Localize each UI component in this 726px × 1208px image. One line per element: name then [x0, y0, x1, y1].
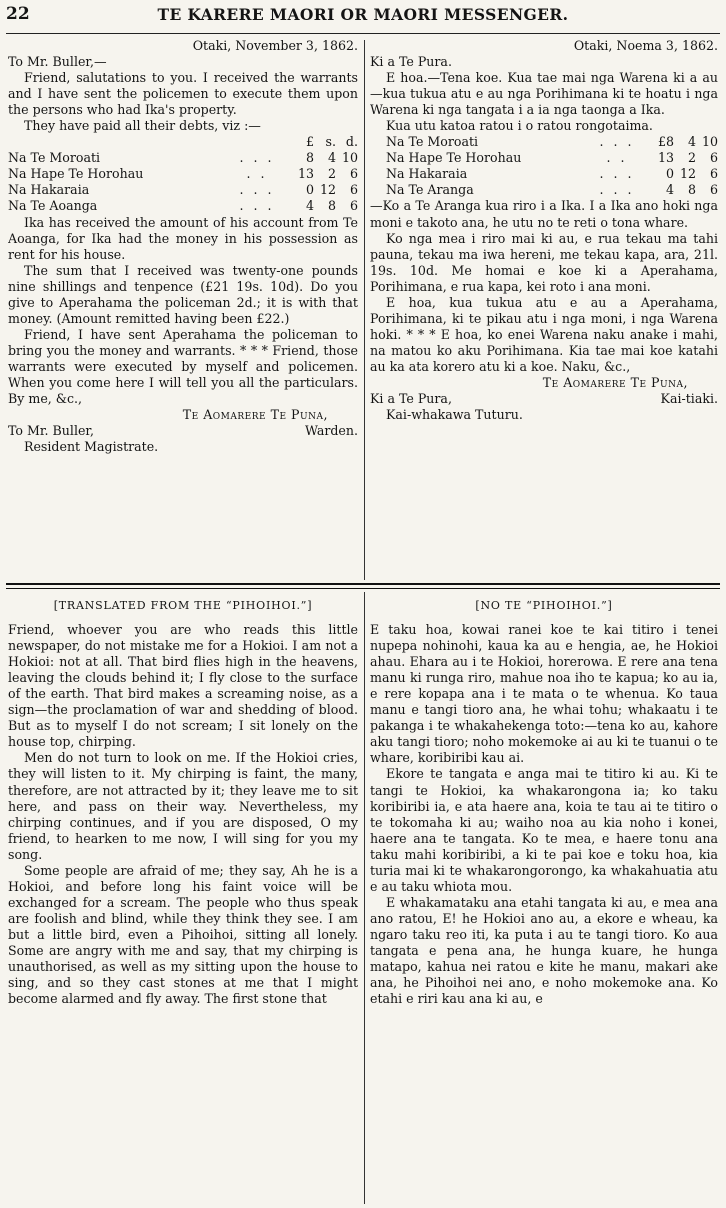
pounds: 0 [305, 182, 314, 198]
pence: 6 [709, 182, 718, 198]
paragraph: Ekore te tangata e anga mai te titiro ki au. Ki te tangi te Hokioi, ka whakarongona ia; ko taku koribiribi ia, e ata haere ana, koia te tau ai te titiro o te tokomaha ki au; waiho noa au kia noho i konei, haere ana te tangata. Ko te mea, e haere tonu ana taku mahi koribiribi, a ki te pai koe e toku hoa, kia turia mai ki te whakarongorongo, ka whakahuatia atu e au taku whiota mou. [370, 766, 718, 894]
paragraph: Men do not turn to look on me. If the Hokioi cries, they will listen to it. My chirping is faint, the many, therefore, are not attracted by it; they leave me to sit here, and pass on their way. Nevertheless, my chirping continues, and if you are disposed, O my friend, to hearken to me now, I will sing for you my song. [8, 750, 358, 862]
letter-english [8, 38, 358, 576]
pounds: 4 [665, 182, 674, 198]
shillings: 12 [679, 166, 696, 182]
paragraph: Friend, whoever you are who reads this little newspaper, do not mistake me for a Hokioi. I am not a Hokioi: not at all. That bird flies high in the heavens, leaving the clouds behind it; I fly close to the surface of the earth. That bird makes a screaming noise, as a sign—the proclamation of war and shedding of blood. But as to myself I do not scream; I sit lonely on the house top, chirping. [8, 622, 358, 750]
payer-name: Na Te Aranga [386, 182, 474, 198]
table-row: Na Te Moroati . . . £8 4 10 [370, 134, 718, 150]
table-row: Na Te Aranga . . . 4 8 6 [370, 182, 718, 198]
payments-table [370, 134, 718, 198]
table-row: Na Te Moroati . . . 8 4 10 [8, 150, 358, 166]
payer-name: Na Hape Te Horohau [8, 166, 144, 182]
addressee-title: Resident Magistrate. [24, 439, 159, 455]
payer-name: Na Hape Te Horohau [386, 150, 522, 166]
payer-name: Na Te Moroati [8, 150, 101, 166]
pence: 6 [349, 166, 358, 182]
paragraph: E whakamataku ana etahi tangata ki au, e mea ana ano ratou, E! he Hokioi ano au, a ekore e wheau, ka ngaro taku reo iti, ka puta i au te tangi tioro. Ko aua tangata e pena ana, he hunga kuare, he hunga matapo, kahua nei ratou e kite he manu, makari ake ana, he Pihoihoi nei ano, e noho mokemoke ana. Ko etahi e riri kau ana ki au, e [370, 894, 718, 1007]
addressee: Ki a Te Pura, Kai-tiaki. [370, 391, 718, 407]
payer-name: Na Hakaraia [8, 182, 90, 198]
pence: 6 [709, 166, 718, 182]
pounds: 0 [665, 166, 674, 182]
signature: Te Aomarere Te Puna, [542, 374, 688, 390]
table-row: Na Hakaraia . . . 0 12 6 [8, 182, 358, 198]
pounds: 8 [305, 150, 314, 166]
article-maori [370, 598, 718, 1204]
shillings: 8 [327, 198, 336, 214]
column-header: £ [305, 134, 314, 150]
shillings: 12 [319, 182, 336, 198]
paragraph: E taku hoa, kowai ranei koe te kai titiro i tenei nupepa nohinohi, kaua ka au e hengia, ae, he Hokioi ahau. Ehara au i te Hokioi, horerowa. E rere ana tena manu ki runga riro, mahue noa iho te kapua; ko au ia, e rere kopapa ana i te mata o te whenua. Ko taua manu e tangi tioro ana, he whai tohu; whakaatu i te pakanga i te whakahekenga toto:—tena ko au, kahore aku tangi tioro; noho mokemoke ai au ki te tuanui o te whare, koribiribi kau ai. [370, 622, 718, 766]
table-row: Na Hakaraia . . . 0 12 6 [370, 166, 718, 182]
column-divider [364, 40, 365, 580]
salutation: Ki a Te Pura. [370, 54, 452, 70]
column-header: d. [345, 134, 358, 150]
paragraph: Ko nga mea i riro mai ki au, e rua tekau ma tahi pauna, tekau ma iwa hereni, me tekau kapa, ara, 21l. 19s. 10d. Me homai e koe ki a Aperahama, Porihimana, e rua kapa, kei roto i ana moni. [370, 230, 718, 294]
dateline: Otaki, Noema 3, 1862. [573, 38, 718, 53]
masthead: TE KARERE MAORI OR MAORI MESSENGER. [157, 5, 569, 24]
signature: Te Aomarere Te Puna, [182, 407, 328, 423]
salutation: To Mr. Buller,— [8, 54, 107, 70]
table-row: Na Hape Te Horohau . . 13 2 6 [8, 166, 358, 182]
pence: 10 [701, 134, 718, 150]
payer-name: Na Te Aoanga [8, 198, 98, 214]
article-heading: [TRANSLATED FROM THE “PIHOIHOI.”] [53, 599, 313, 612]
column-divider [364, 592, 365, 1204]
shillings: 4 [687, 134, 696, 150]
paragraph: Ika has received the amount of his account from Te Aoanga, for Ika had the money in his possession as rent for his house. [8, 214, 358, 262]
addressee-title: Kai-whakawa Tuturu. [386, 407, 523, 423]
shillings: 4 [327, 150, 336, 166]
page-header [6, 4, 720, 30]
column-header: s. [325, 134, 336, 150]
dateline: Otaki, November 3, 1862. [192, 38, 358, 53]
section-divider [6, 583, 720, 589]
paragraph: They have paid all their debts, viz :— [24, 118, 261, 134]
pence: 6 [349, 182, 358, 198]
payments-table [8, 134, 358, 214]
table-header-row [8, 134, 358, 150]
paragraph: Some people are afraid of me; they say, Ah he is a Hokioi, and before long his faint voice will be exchanged for a scream. The people who thus speak are foolish and blind, while they think they see. I am but a little bird, even a Pihoihoi, sitting all lonely. Some are angry with me and say, that my chirping is unauthorised, as well as my sitting upon the house to sing, and so they cast stones at me that I might become alarmed and fly away. The first stone that [8, 862, 358, 1007]
pence: 6 [709, 150, 718, 166]
shillings: 8 [687, 182, 696, 198]
pounds: 13 [657, 150, 674, 166]
pounds: 13 [297, 166, 314, 182]
pounds: £8 [657, 134, 674, 150]
table-row: Na Hape Te Horohau . . 13 2 6 [370, 150, 718, 166]
shillings: 2 [687, 150, 696, 166]
paragraph: Kua utu katoa ratou i o ratou rongotaima. [386, 118, 653, 134]
paragraph: Friend, salutations to you. I received the warrants and I have sent the policemen to execute them upon the persons who had Ika's property. [8, 70, 358, 118]
pounds: 4 [305, 198, 314, 214]
payer-name: Na Hakaraia [386, 166, 468, 182]
article-heading: [NO TE “PIHOIHOI.”] [475, 599, 613, 612]
paragraph: E hoa, kua tukua atu e au a Aperahama, Porihimana, ki te pikau atu i nga moni, i nga Warena hoki. * * * E hoa, ko enei Warena naku anake i mahi, na matou ko aku Porihimana. Kia tae mai koe katahi au ka ata korero atu ki a koe. Naku, &c., [370, 294, 718, 374]
paragraph: The sum that I received was twenty-one pounds nine shillings and tenpence (£21 19s. 10d). Do you give to Aperahama the policeman 2d.; it is with that money. (Amount remitted having been £22.) [8, 262, 358, 326]
letter-maori [370, 38, 718, 576]
article-english [8, 598, 358, 1204]
paragraph: Friend, I have sent Aperahama the policeman to bring you the money and warrants. * * * Friend, those warrants were executed by myself and policemen. When you come here I will tell you all the particulars. By me, &c., [8, 326, 358, 407]
paragraph: —Ko a Te Aranga kua riro i a Ika. I a Ika ano hoki nga moni e takoto ana, he utu no te reti o tona whare. [370, 198, 718, 230]
addressee: To Mr. Buller, Warden. [8, 423, 358, 439]
table-row: Na Te Aoanga . . . 4 8 6 [8, 198, 358, 214]
header-rule [6, 33, 720, 34]
page-number: 22 [6, 4, 30, 24]
paragraph: E hoa.—Tena koe. Kua tae mai nga Warena ki a au—kua tukua atu e au nga Porihimana ki te hoatu i nga Warena ki nga tangata i a ia nga taonga a Ika. [370, 70, 718, 118]
pence: 6 [349, 198, 358, 214]
shillings: 2 [327, 166, 336, 182]
pence: 10 [341, 150, 358, 166]
payer-name: Na Te Moroati [386, 134, 479, 150]
